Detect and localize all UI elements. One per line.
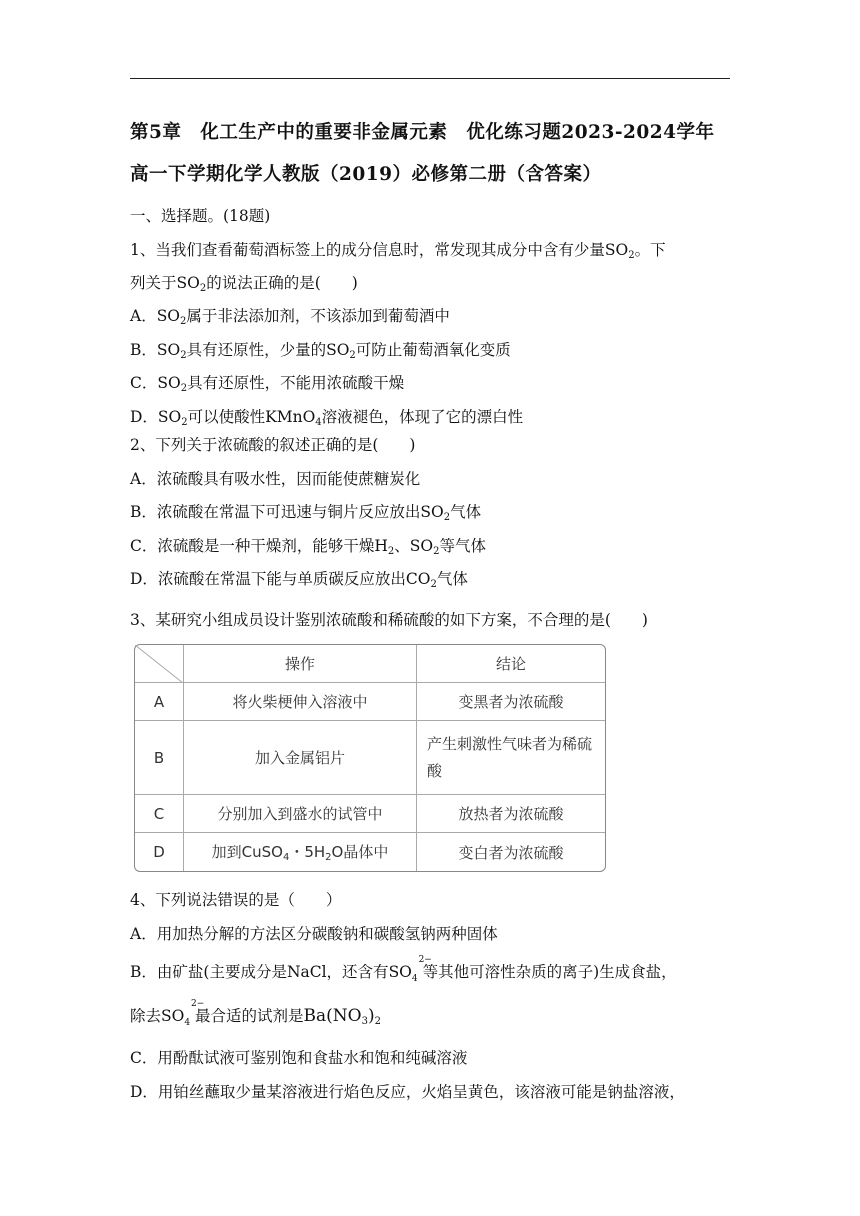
q1-stem-line-1: 1、当我们查看葡萄酒标签上的成分信息时，常发现其成分中含有少量$SO_2$。下 bbox=[130, 241, 666, 261]
q1-option-c: C．$SO_2$具有还原性，不能用浓硫酸干燥 bbox=[130, 374, 405, 394]
document-title-line-2: 高一下学期化学人教版（2019）必修第二册（含答案） bbox=[130, 164, 602, 185]
q3-stem: 3、某研究小组成员设计鉴别浓硫酸和稀硫酸的如下方案，不合理的是( ) bbox=[130, 611, 648, 629]
row-operation: 将火柴梗伸入溶液中 bbox=[184, 683, 417, 721]
q2-option-c: C．浓硫酸是一种干燥剂，能够干燥$H_2$、$SO_2$等气体 bbox=[130, 537, 486, 557]
section-heading: 一、选择题。(18题) bbox=[130, 207, 271, 225]
document-title-line-1: 第5章 化工生产中的重要非金属元素 优化练习题2023-2024学年 bbox=[130, 122, 715, 143]
q4-option-b-line-2: 除去$SO_4$ 2− 最合适的试剂是$Ba(NO_3)_2$ bbox=[130, 999, 381, 1028]
row-label: C bbox=[135, 795, 184, 833]
row-label: D bbox=[135, 833, 184, 871]
table-header-row bbox=[135, 645, 605, 683]
table-row bbox=[135, 833, 605, 871]
row-conclusion: 放热者为浓硫酸 bbox=[417, 795, 605, 833]
table-row bbox=[135, 721, 605, 795]
q3-options-table bbox=[134, 644, 606, 872]
row-operation: 分别加入到盛水的试管中 bbox=[184, 795, 417, 833]
row-label: A bbox=[135, 683, 184, 721]
sulfate-ion-formula: $SO_4$ 2− bbox=[161, 999, 205, 1028]
row-operation: 加入金属铝片 bbox=[184, 721, 417, 795]
sulfate-ion-formula: $SO_4$ 2− bbox=[388, 955, 432, 984]
header-rule bbox=[130, 78, 730, 79]
table-row bbox=[135, 795, 605, 833]
row-operation: 加到CuSO$_4$・$5H_2O$晶体中 bbox=[184, 833, 417, 871]
q4-option-b-line-1: B．由矿盐(主要成分是NaCl，还含有$SO_4$ 2− 等其他可溶性杂质的离子)生成食盐， bbox=[130, 955, 677, 984]
diagonal-line-icon bbox=[135, 645, 183, 683]
q4-stem: 4、下列说法错误的是（ ） bbox=[130, 891, 342, 909]
q2-stem: 2、下列关于浓硫酸的叙述正确的是( ) bbox=[130, 436, 416, 454]
table-header-conclusion: 结论 bbox=[417, 645, 605, 683]
q2-option-d: D．浓硫酸在常温下能与单质碳反应放出$CO_2$气体 bbox=[130, 570, 468, 590]
q1-option-b: B．$SO_2$具有还原性，少量的$SO_2$可防止葡萄酒氧化变质 bbox=[130, 341, 511, 361]
barium-nitrate-formula: $Ba(NO_3)_2$ bbox=[303, 1006, 381, 1027]
row-conclusion: 产生刺激性气味者为稀硫酸 bbox=[417, 721, 605, 795]
q4-option-a: A．用加热分解的方法区分碳酸钠和碳酸氢钠两种固体 bbox=[130, 925, 498, 943]
q1-stem-line-2: 列关于$SO_2$的说法正确的是( ) bbox=[130, 274, 358, 294]
row-conclusion: 变白者为浓硫酸 bbox=[458, 843, 564, 862]
q1-option-d: D．$SO_2$可以使酸性KMnO$_4$溶液褪色，体现了它的漂白性 bbox=[130, 408, 524, 428]
table-corner-cell bbox=[135, 645, 184, 683]
row-label: B bbox=[135, 721, 184, 795]
q2-option-b: B．浓硫酸在常温下可迅速与铜片反应放出$SO_2$气体 bbox=[130, 503, 482, 523]
q1-option-a: A．$SO_2$属于非法添加剂，不该添加到葡萄酒中 bbox=[130, 307, 450, 327]
row-conclusion: 变黑者为浓硫酸 bbox=[417, 683, 605, 721]
table-header-operation: 操作 bbox=[184, 645, 417, 683]
q4-option-d: D．用铂丝蘸取少量某溶液进行焰色反应，火焰呈黄色，该溶液可能是钠盐溶液， bbox=[130, 1083, 685, 1101]
q2-option-a: A．浓硫酸具有吸水性，因而能使蔗糖炭化 bbox=[130, 470, 421, 488]
q4-option-c: C．用酚酞试液可鉴别饱和食盐水和饱和纯碱溶液 bbox=[130, 1049, 468, 1067]
table-row bbox=[135, 683, 605, 721]
